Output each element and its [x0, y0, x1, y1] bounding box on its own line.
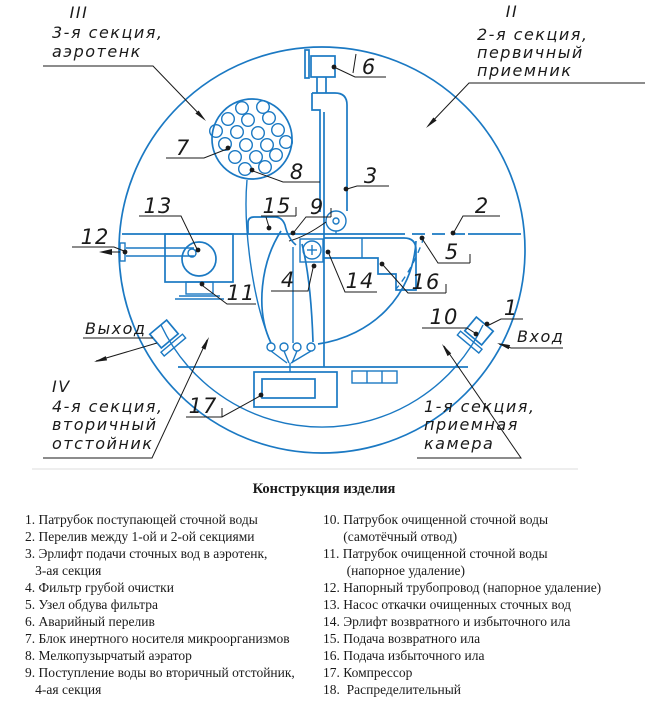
callout-7: 7	[175, 136, 191, 160]
emergency-overflow-assembly	[305, 50, 335, 93]
inlet-label: Вход	[517, 327, 565, 346]
legend-item: 4-ая секция	[25, 682, 102, 697]
callout-9: 9	[309, 195, 325, 219]
legend-item: 13. Насос откачки очищенных сточных вод	[323, 597, 571, 612]
callout-13: 13	[143, 194, 173, 218]
section-1-line1: 1-я секция,	[424, 397, 536, 416]
callout-8: 8	[289, 160, 305, 184]
legend-item: 5. Узел обдува фильтра	[25, 597, 158, 612]
top-flange-plate	[305, 50, 309, 78]
section-4-arrow-icon	[201, 337, 209, 350]
airlift-duct-assembly	[289, 93, 347, 367]
legend-item: 4. Фильтр грубой очистки	[25, 580, 174, 595]
return-sludge-elbow	[248, 217, 296, 245]
section-2-line2: первичный	[477, 43, 584, 62]
legend-item: (напорное удаление)	[323, 563, 465, 578]
legend-item: (самотёчный отвод)	[323, 529, 458, 544]
callout-5: 5	[444, 240, 460, 264]
legend-item: 10. Патрубок очищенной сточной воды	[323, 512, 549, 527]
legend-item: 2. Перелив между 1-ой и 2-ой секциями	[25, 529, 255, 544]
nozzle-manifold-lines	[271, 351, 311, 363]
inert-carrier-block	[210, 99, 296, 343]
section-labels	[52, 2, 588, 453]
callout-3: 3	[363, 164, 379, 188]
section-1-arrow-icon	[442, 344, 451, 356]
legend-title: Конструкция изделия	[252, 481, 396, 497]
section-4-line2: вторичный	[52, 415, 158, 434]
section-1-line2: приемная	[424, 415, 519, 434]
legend-item: 7. Блок инертного носителя микроорганизмов	[25, 631, 290, 646]
callout-12: 12	[80, 225, 110, 249]
legend-item: 6. Аварийный перелив	[25, 614, 155, 629]
tank-outer-shell	[119, 47, 525, 453]
section-2-leader	[428, 83, 645, 126]
section-3-arrow-icon	[195, 111, 206, 122]
distributor-block	[352, 371, 397, 383]
section-4-roman: IV	[52, 377, 71, 396]
section-3-roman: III	[69, 3, 89, 22]
callout-numbers	[81, 55, 519, 418]
legend-item: 3-ая секция	[25, 563, 102, 578]
return-sludge-duct	[248, 217, 296, 245]
section-1-line3: камера	[424, 434, 495, 453]
outlet-label: Выход	[85, 319, 147, 338]
compressor-assembly	[254, 371, 397, 407]
gravity-outlet-box	[186, 282, 213, 294]
section-3-line2: аэротенк	[52, 42, 142, 61]
compressor-inner-box	[262, 379, 315, 398]
legend-item: 16. Подача избыточного ила	[323, 648, 485, 663]
section-4-line3: отстойник	[52, 434, 154, 453]
legend-item: 12. Напорный трубопровод (напорное удаление)	[323, 580, 602, 595]
tank-body	[119, 47, 525, 453]
legend-item: 1. Патрубок поступающей сточной воды	[25, 512, 258, 527]
section-2-line1: 2-я секция,	[477, 25, 589, 44]
callout-6: 6	[361, 55, 377, 79]
section-2-arrow-icon	[426, 118, 437, 129]
airlift-outlet-hub	[333, 218, 339, 224]
legend-item: 17. Компрессор	[323, 665, 413, 680]
pump-body-circle	[182, 242, 216, 276]
callout-17: 17	[188, 394, 218, 418]
legend-item: 11. Патрубок очищенной сточной воды	[323, 546, 548, 561]
legend-item: 3. Эрлифт подачи сточных вод в аэротенк,	[25, 546, 268, 561]
callout-11: 11	[226, 281, 256, 305]
legend-item: 18. Распределительный	[323, 682, 462, 697]
legend-item: 15. Подача возвратного ила	[323, 631, 481, 646]
callout-15: 15	[262, 194, 292, 218]
callout-16: 16	[411, 270, 441, 294]
compressor-outer-box	[254, 372, 337, 407]
legend-item: 14. Эрлифт возвратного и избыточного ила	[323, 614, 571, 629]
filter-left-arc	[262, 231, 281, 343]
callout-2: 2	[474, 194, 490, 218]
legend-column-left	[25, 511, 321, 698]
legend-column-right	[323, 511, 647, 698]
section-4-line1: 4-я секция,	[52, 397, 164, 416]
callout-4: 4	[280, 268, 296, 292]
legend-item: 8. Мелкопузырчатый аэратор	[25, 648, 192, 663]
section-3-leader	[43, 66, 204, 119]
callout-14: 14	[345, 269, 375, 293]
legend-item: 9. Поступление воды во вторичный отстойник,	[25, 665, 295, 680]
section-2-line3: приемник	[477, 61, 573, 80]
outlet-flow-arrow-icon	[94, 356, 107, 362]
airlift-outlet-wheel	[326, 211, 346, 231]
section-3-line1: 3-я секция,	[52, 23, 164, 42]
discharge-direction-arrow-icon	[99, 249, 112, 255]
callout-10: 10	[429, 305, 459, 329]
callout-1: 1	[503, 296, 519, 320]
emergency-overflow-box	[311, 56, 335, 77]
discharge-pump-assembly	[120, 234, 233, 299]
section-2-roman: II	[505, 2, 519, 21]
